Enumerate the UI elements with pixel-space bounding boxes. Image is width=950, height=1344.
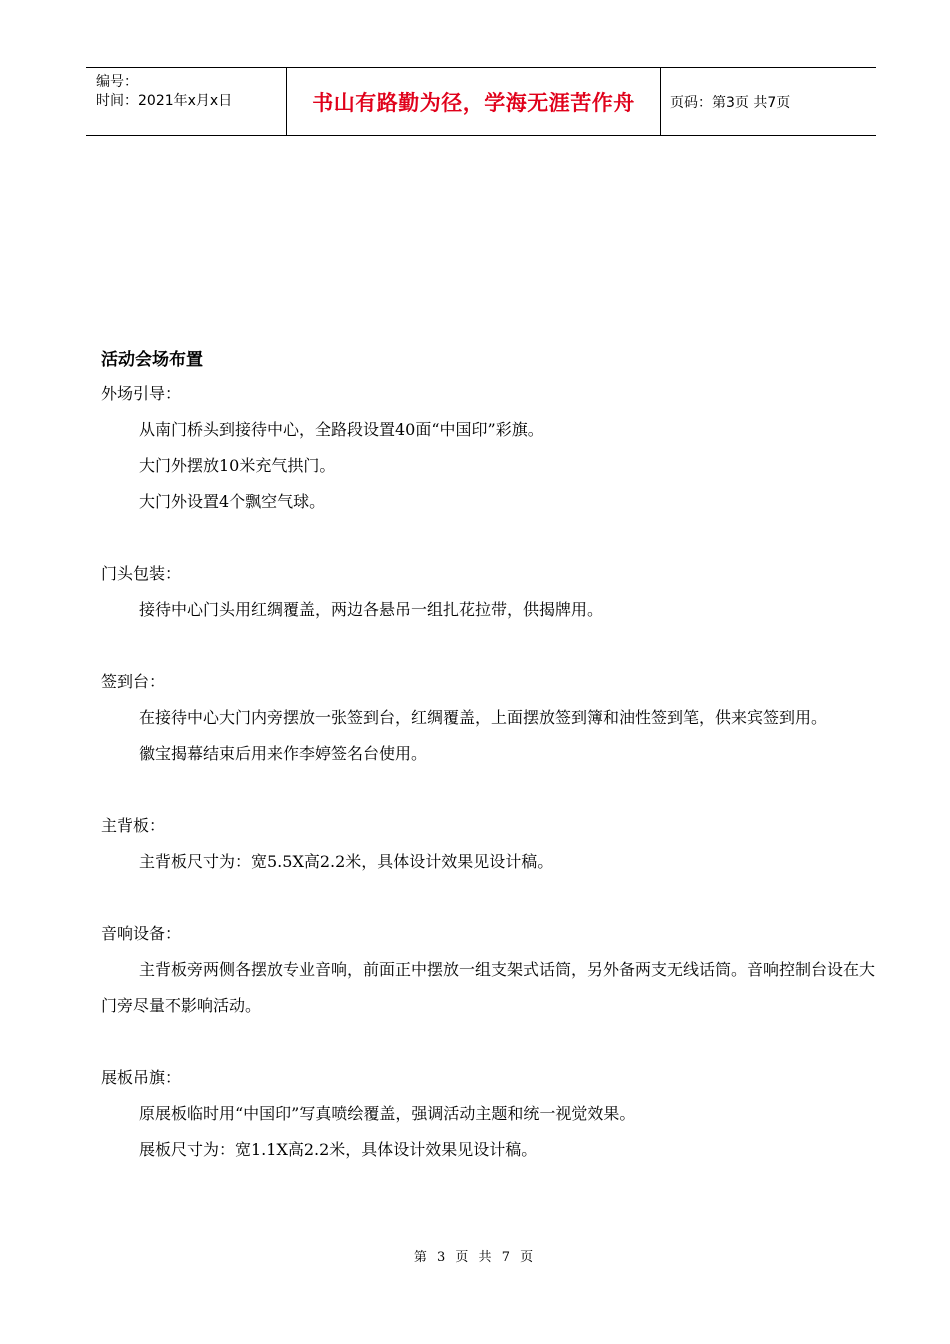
spacer — [101, 1024, 876, 1060]
paragraph: 展板尺寸为：宽1.1X高2.2米，具体设计效果见设计稿。 — [139, 1140, 538, 1159]
section-heading: 主背板： — [101, 816, 166, 835]
paragraph: 大门外摆放10米充气拱门。 — [139, 456, 336, 475]
section-heading: 外场引导： — [101, 384, 182, 403]
header-meta-cell — [86, 68, 287, 135]
section-display-boards — [101, 1060, 876, 1168]
section-door-decoration — [101, 556, 876, 628]
section-heading: 音响设备： — [101, 924, 182, 943]
paragraph: 主背板旁两侧各摆放专业音响，前面正中摆放一组支架式话筒，另外备两支无线话筒。音响控制台设在大门旁尽量不影响活动。 — [101, 960, 876, 1015]
document-body — [101, 345, 876, 1168]
header-page-label: 页码：第3页 共7页 — [670, 94, 791, 111]
spacer — [101, 520, 876, 556]
section-audio-equipment — [101, 916, 876, 1024]
page-footer: 第 3 页 共 7 页 — [413, 1250, 537, 1265]
section-heading: 签到台： — [101, 672, 166, 691]
spacer — [101, 880, 876, 916]
paragraph: 主背板尺寸为：宽5.5X高2.2米，具体设计效果见设计稿。 — [139, 852, 554, 871]
paragraph: 接待中心门头用红绸覆盖，两边各悬吊一组扎花拉带，供揭牌用。 — [139, 600, 604, 619]
header-number-label: 编号： — [96, 74, 138, 90]
section-sign-in-desk — [101, 664, 876, 772]
spacer — [101, 628, 876, 664]
paragraph: 大门外设置4个飘空气球。 — [139, 492, 326, 511]
paragraph: 原展板临时用“中国印”写真喷绘覆盖，强调活动主题和统一视觉效果。 — [139, 1104, 636, 1123]
document-title: 活动会场布置 — [101, 350, 203, 370]
section-heading: 门头包装： — [101, 564, 182, 583]
paragraph: 徽宝揭幕结束后用来作李婷签名台使用。 — [139, 744, 428, 763]
paragraph: 在接待中心大门内旁摆放一张签到台，红绸覆盖，上面摆放签到簿和油性签到笔，供来宾签到用。 — [139, 708, 828, 727]
paragraph: 从南门桥头到接待中心，全路段设置40面“中国印”彩旗。 — [139, 420, 544, 439]
section-main-backdrop — [101, 808, 876, 880]
document-header — [86, 67, 876, 136]
section-outdoor-guidance — [101, 376, 876, 520]
spacer — [101, 772, 876, 808]
section-heading: 展板吊旗： — [101, 1068, 182, 1087]
header-time-label: 时间：2021年x月x日 — [96, 93, 233, 109]
header-motto: 书山有路勤为径，学海无涯苦作舟 — [287, 68, 661, 135]
